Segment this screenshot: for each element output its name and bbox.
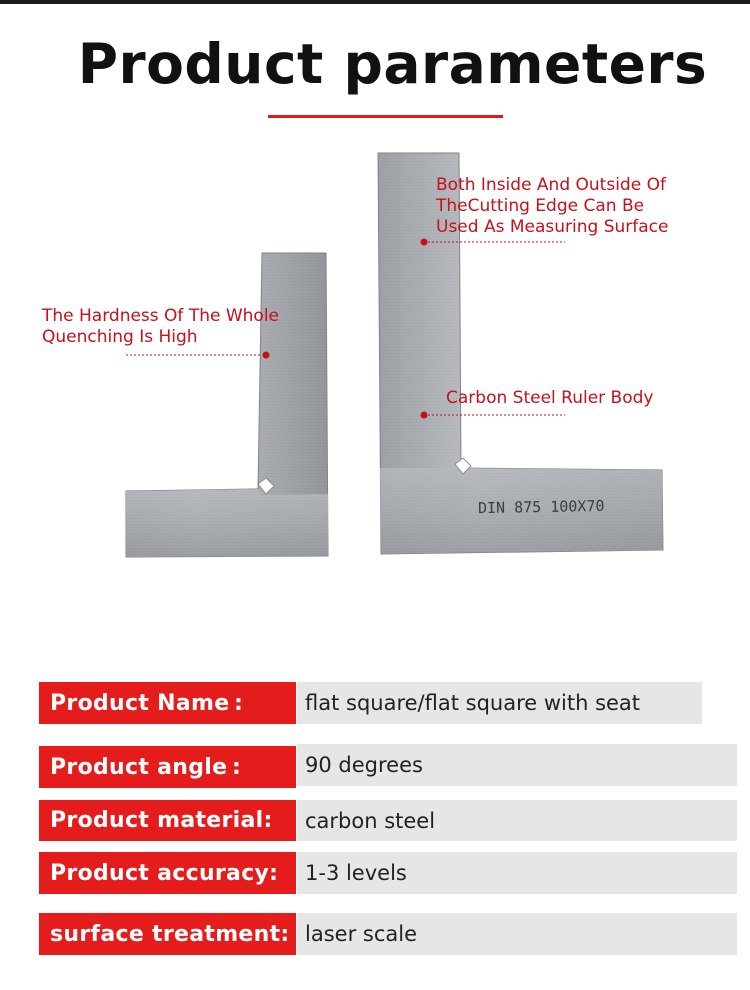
- param-label: Product material:: [39, 800, 296, 841]
- param-value: 1-3 levels: [297, 852, 737, 894]
- title-underline: [268, 115, 503, 118]
- param-row-angle: [39, 746, 702, 788]
- annotation-hardness: The Hardness Of The Whole Quenching Is High: [42, 306, 280, 347]
- param-value: carbon steel: [297, 800, 737, 841]
- param-value: laser scale: [297, 913, 737, 955]
- page-title: Product parameters: [77, 32, 708, 96]
- param-label: Product accuracy:: [39, 852, 296, 894]
- param-row-surface: [39, 913, 702, 955]
- top-border: [0, 0, 750, 4]
- param-label: Product Name :: [39, 682, 296, 724]
- param-label: Product angle :: [39, 746, 296, 788]
- annotation-ruler-body: Carbon Steel Ruler Body: [446, 388, 654, 408]
- param-label: surface treatment:: [39, 913, 296, 955]
- ruler-engraving: DIN 875 100X70: [477, 496, 605, 518]
- param-value: 90 degrees: [297, 744, 737, 786]
- small-flat-square: [126, 253, 328, 557]
- param-row-name: [39, 682, 702, 724]
- annotation-measuring-surface: Both Inside And Outside Of TheCutting Edge Can Be Used As Measuring Surface: [436, 175, 669, 237]
- param-value: flat square/flat square with seat: [297, 682, 702, 724]
- param-row-accuracy: [39, 852, 702, 894]
- param-row-material: [39, 800, 702, 841]
